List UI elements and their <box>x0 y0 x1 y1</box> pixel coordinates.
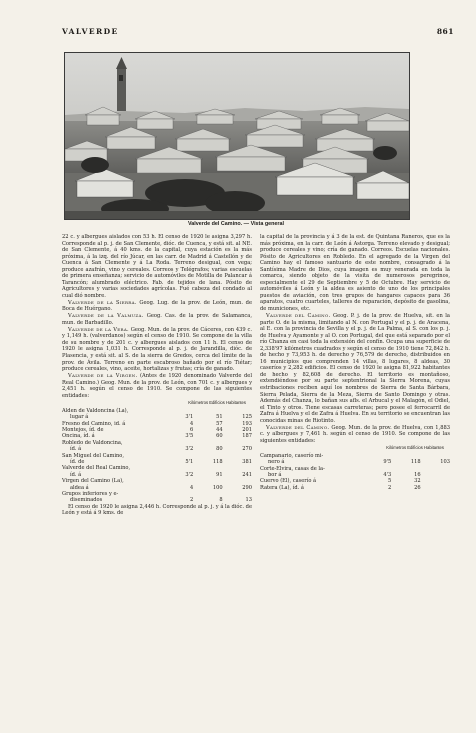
place-name-continued: íd. á <box>70 446 82 453</box>
entry-body: (Antes de 1920 denominado Valverde del Real Camino.) Geog. Mun. de la prov. de León, con 701 c. y albergues y 2,451 h. según el censo de 1910. Se compone de las siguientes entidades: <box>62 373 252 399</box>
entry-body: Geog. Cas. de la prov. de Salamanca, mun. de Barbadillo. <box>62 313 252 326</box>
buildings-count: 60 <box>216 433 223 440</box>
place-name: Alden de Valdoncina (La), <box>62 407 129 414</box>
entry-heading: Valverde de la Valmuza. <box>68 313 144 320</box>
buildings-count: 118 <box>212 459 223 466</box>
place-name-continued: íd. de <box>70 459 85 466</box>
place-name-continued: lugar á <box>70 414 89 421</box>
continued-paragraph: la capital de la provincia y á 3 de la est. de Quintana Raneros, que es la más próxima, en la carr. de León á Astorga. Terreno elevado y desigual; produce cereales y vino; cría de ganado. Correos. Escuelas nacionales. Pósito de Agricultores en Robledo. En el agregado de la Virgen del Camino hay el famoso santuario de este nombre, consagrado á la Santísima Madre de Dios, cuya imagen es muy venerada en toda la comarca, siendo objeto de la visita de numerosos peregrinos, especialmente el 29 de Septiembre y 5 de Octubre. Hay servicio de automóviles á León y la aldea es asiento de uno de los principales puestos de aviación, con tres grupos de hangares capaces para 36 aparatos, cuatro cuarteles, talleres de reparación, depósito de gasolina, de municiones, etc. <box>260 234 450 313</box>
place-name-continued: nero á <box>268 459 285 466</box>
entry-heading: Valverde del Camino. <box>266 312 331 319</box>
place-name: Corte-Elvira, casas de la- <box>260 465 325 472</box>
distance-km: 3'1 <box>185 414 194 421</box>
place-name: Montejos, íd. de <box>62 427 104 433</box>
right-column <box>260 234 450 491</box>
left-column <box>62 234 252 517</box>
place-name: Oncina, íd. á <box>62 433 95 440</box>
buildings-count: 44 <box>216 427 223 433</box>
running-head <box>62 27 454 39</box>
inhabitants-count: 125 <box>242 414 252 421</box>
inhabitants-count: 13 <box>245 497 252 504</box>
place-name: Robledo de Valdoncina, <box>62 439 123 446</box>
entry-heading: Valverde de la Virgen. <box>68 373 138 380</box>
entry-body: Geog. Mun. de la prov. de Cáceres, con 439 c. y 1,149 h. (valverdanos) según el censo de 1910. Se compone de la villa de su nombre y de 201 c. y albergues aislados con 11 h. El censo de 1920 le asigna 1,031 h. Corresponde al p. j. de Jarandilla, dióc. de Plasencia, y está sit. al S. de la sierra de Gredos, cerca del límite de la prov. de Ávila. Terreno en parte escabroso bañado por el río Tiétar; produce cereales, vino, aceite, hortalizas y frutas; cría de ganado. <box>62 326 252 373</box>
buildings-count: 100 <box>212 484 223 491</box>
entry-heading: Valverde de la Vera. <box>68 326 129 333</box>
running-head-title: VALVERDE <box>62 27 119 36</box>
buildings-count: 91 <box>216 471 223 478</box>
place-name: Ratera (La), íd. á <box>260 484 304 491</box>
distance-km: 5'1 <box>185 459 194 466</box>
place-name-continued: diseminados <box>70 497 103 504</box>
entry-heading: Valverde de la Sierra. <box>68 299 137 306</box>
inhabitants-count: 241 <box>242 471 252 478</box>
place-name-continued: aldea á <box>70 484 89 491</box>
distance-km: 3'2 <box>185 471 194 478</box>
inhabitants-count: 103 <box>440 459 450 466</box>
distance-km: 4 <box>190 484 194 491</box>
entry-body: Geog. P. j. de la prov. de Huelva, sit. en la parte O. de la misma, limitando al N. con Portugal y el p. j. de Aracena, al E. con la provincia de Sevilla y el p. j. de La Palma, al S. con los p. j. de Huelva y Ayamonte y al O. con Portugal, del que está separado por el río Chanza en casi toda la extensión del confín. Ocupa una superficie de 2,338'97 kilómetros cuadrados y según el censo de 1910 tiene 72,842 h. de hecho y 73,953 h. de derecho y 76,579 de derecho, distribuidos en 16 municipios que comprenden 14 villas, 8 lugares, 8 aldeas, 30 caseríos y 2,282 edificios. El censo de 1920 le asigna 81,922 habitantes de hecho y 82,608 de derecho. El territorio es montañoso, extendiéndose por su parte septentrional la Sierra Morena, cuyas estribaciones reciben aquí los nombres de Sierra de Santa Bárbara, Sierra Pelada, Sierra de la Meza, Sierra de Santo Domingo y otras. Además del Chanza, lo bañan sus afls. el Arbucal y el Malagón, el Odiel, el Tinto y otros. Tiene escasas carreteras; pero posee el ferrocarril de Zafra á Huelva y el de Zafra á Huelva. En su territorio se encuentran las conocidas minas de Riotinto. <box>260 312 450 424</box>
distance-km: 5 <box>387 478 392 485</box>
entry-valverde-del-camino-municipality <box>260 425 450 445</box>
inhabitants-count: 270 <box>242 446 252 453</box>
inhabitants-count: 193 <box>242 420 252 427</box>
intro-paragraph: 22 c. y albergues aislados con 53 h. El censo de 1920 le asigna 3,297 h. Corresponde al p. j. de San Clemente, dióc. de Cuenca, y está sit. al NE. de San Clemente, á 40 kms. de la capital, cuya estación es la más próxima, á la izq. del río Júcar, en las carr. de Madrid á Castellón y de Cuenca á San Clemente y á La Roda. Terreno desigual, con vega; produce azafrán, vino y cereales. Correos y Telégrafos; varias escuelas de primera enseñanza; servicio de automóviles de Motilla de Palancar á Tarancón; alumbrado eléctrico. Fab. de tejidos de lana. Pósito de Agricultores y varias sociedades agrícolas. Fué cabeza del condado al cual dió nombre. <box>62 234 252 299</box>
place-name-continued: íd. á <box>70 471 82 478</box>
inhabitants-count: 381 <box>242 459 252 466</box>
entry-valverde-de-la-virgen <box>62 373 252 399</box>
entities-table-right <box>260 453 450 491</box>
place-name: Cuervo (El), caserío á <box>260 478 317 485</box>
inhabitants-count: 187 <box>242 433 252 440</box>
entry-heading: Valverde del Camino. <box>266 424 330 431</box>
place-name: Virgen del Camino (La), <box>62 478 124 485</box>
town-photograph <box>64 52 410 220</box>
buildings-count: 26 <box>414 484 421 491</box>
inhabitants-count: 201 <box>242 427 252 433</box>
page-number: 861 <box>436 27 454 36</box>
place-name: Grupos inferiores y e- <box>62 491 119 498</box>
table-row <box>260 485 450 491</box>
inhabitants-count: 290 <box>242 484 252 491</box>
distance-km: 2 <box>190 497 194 504</box>
place-name-continued: bor á <box>268 472 282 479</box>
buildings-count: 118 <box>410 459 421 466</box>
buildings-count: 51 <box>216 414 223 421</box>
photo-caption: Valverde del Camino. — Vista general <box>187 221 285 227</box>
buildings-count: 8 <box>219 497 223 504</box>
place-name: Fresno del Camino, id. á <box>62 420 126 427</box>
distance-km: 4'3 <box>383 472 392 479</box>
entry-body: Geog. Mun. de la prov. de Huelva, con 1,883 c. y albergues y 7,461 h. según el censo de 1910. Se compone de las siguientes entidades: <box>260 424 451 444</box>
distance-km: 2 <box>387 484 392 491</box>
place-name: Campanario, caserío mi- <box>260 452 324 459</box>
distance-km: 4 <box>190 420 194 427</box>
entry-valverde-del-camino-judicial <box>260 313 450 424</box>
table-column-headers: Kilómetros Edificios Habitantes <box>188 400 246 406</box>
place-name: Valverde del Real Camino, <box>62 465 131 472</box>
table-column-headers: Kilómetros Edificios Habitantes <box>386 445 444 451</box>
entry-valverde-de-la-valmuza <box>62 313 252 326</box>
entry-body: Geog. Lug. de la prov. de León, mun. de Boca de Huérgano. <box>62 299 252 313</box>
distance-km: 3'2 <box>185 446 194 453</box>
distance-km: 3'5 <box>185 433 194 440</box>
entities-table-left <box>62 408 252 504</box>
buildings-count: 32 <box>414 478 421 485</box>
buildings-count: 57 <box>216 420 223 427</box>
distance-km: 6 <box>190 427 194 433</box>
place-name: San Miguel del Camino, <box>62 452 124 459</box>
town-panorama-image <box>65 53 409 219</box>
inhabitants-count <box>421 485 450 491</box>
buildings-count: 16 <box>414 472 421 479</box>
entry-valverde-de-la-sierra <box>62 300 252 313</box>
distance-km: 9'5 <box>383 459 392 466</box>
closing-paragraph: El censo de 1920 le asigna 2,446 h. Corresponde al p. j. y á la dióc. de León y está á 9 kms. de <box>62 503 252 517</box>
entry-valverde-de-la-vera <box>62 327 252 373</box>
buildings-count: 80 <box>216 446 223 453</box>
